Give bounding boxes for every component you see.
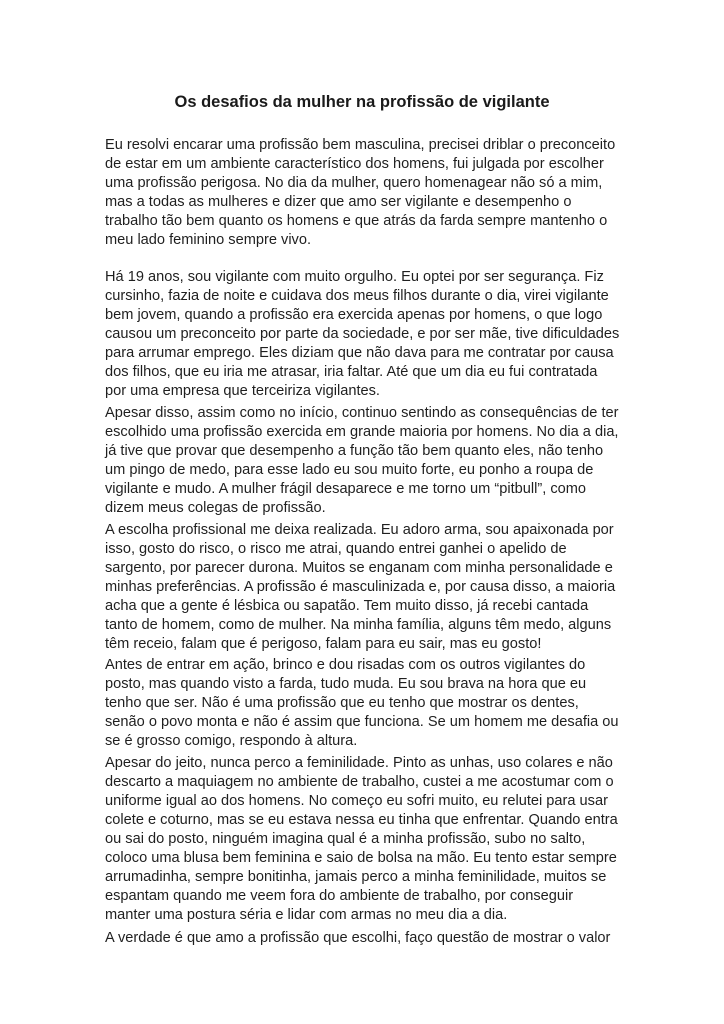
paragraph-3 xyxy=(105,404,625,518)
text-line: Eu resolvi encarar uma profissão bem masculina, precisei driblar o preconceito xyxy=(105,137,616,153)
text-line: arrumadinha, sempre bonitinha, jamais perco a minha feminilidade, muitos se xyxy=(105,869,607,885)
text-line: cursinho, fazia de noite e cuidava dos meus filhos durante o dia, virei vigilante xyxy=(105,288,609,304)
text-line: A escolha profissional me deixa realizada. Eu adoro arma, sou apaixonada por xyxy=(105,522,614,538)
text-line: têm receio, falam que é perigoso, falam para eu sair, mas eu gosto! xyxy=(105,636,542,652)
paragraph-5 xyxy=(105,656,625,751)
text-line: Há 19 anos, sou vigilante com muito orgulho. Eu optei por ser segurança. Fiz xyxy=(105,269,604,285)
paragraph-4 xyxy=(105,521,625,654)
text-line: se é grosso comigo, respondo à altura. xyxy=(105,733,358,749)
text-line: acha que a gente é lésbica ou sapatão. Tem muito disso, já recebi cantada xyxy=(105,598,589,614)
paragraph-1 xyxy=(105,136,625,250)
text-line: uma profissão perigosa. No dia da mulher, quero homenagear não só a mim, xyxy=(105,175,603,191)
text-line: A verdade é que amo a profissão que escolhi, faço questão de mostrar o valor xyxy=(105,930,611,946)
text-line: por uma empresa que terceiriza vigilantes. xyxy=(105,383,380,399)
text-line: Apesar disso, assim como no início, continuo sentindo as consequências de ter xyxy=(105,405,619,421)
text-line: trabalho tão bem quanto os homens e que atrás da farda sempre mantenho o xyxy=(105,213,608,229)
text-line: coloco uma blusa bem feminina e saio de bolsa na mão. Eu tento estar sempre xyxy=(105,850,617,866)
text-line: dizem meus colegas de profissão. xyxy=(105,500,326,516)
text-line: tanto de homem, como de mulher. Na minha família, alguns têm medo, alguns xyxy=(105,617,612,633)
text-line: bem jovem, quando a profissão era exercida apenas por homens, o que logo xyxy=(105,307,603,323)
text-line: isso, gosto do risco, o risco me atrai, quando entrei ganhei o apelido de xyxy=(105,541,567,557)
paragraph-7 xyxy=(105,929,625,948)
paragraph-2 xyxy=(105,268,625,401)
text-line: posto, mas quando visto a farda, tudo muda. Eu sou brava na hora que eu xyxy=(105,676,587,692)
text-line: de estar em um ambiente característico dos homens, fui julgada por escolher xyxy=(105,156,604,172)
text-line: para arrumar emprego. Eles diziam que não dava para me contratar por causa xyxy=(105,345,614,361)
text-line: tenho que ser. Não é uma profissão que eu tenho que mostrar os dentes, xyxy=(105,695,579,711)
paragraph-6 xyxy=(105,754,625,925)
text-line: descarto a maquiagem no ambiente de trabalho, custei a me acostumar com o xyxy=(105,774,614,790)
text-line: senão o povo monta e não é assim que funciona. Se um homem me desafia ou xyxy=(105,714,619,730)
text-line: um pingo de medo, para esse lado eu sou muito forte, eu ponho a roupa de xyxy=(105,462,594,478)
text-line: escolhido uma profissão exercida em grande maioria por homens. No dia a dia, xyxy=(105,424,619,440)
text-line: manter uma postura séria e lidar com armas no meu dia a dia. xyxy=(105,907,508,923)
text-line: uniforme igual ao dos homens. No começo eu sofri muito, eu relutei para usar xyxy=(105,793,608,809)
text-line: espantam quando me veem fora do ambiente de trabalho, por conseguir xyxy=(105,888,574,904)
text-line: já tive que provar que desempenho a função tão bem quanto eles, não tenho xyxy=(105,443,604,459)
document-title: Os desafios da mulher na profissão de vigilante xyxy=(174,93,550,111)
text-line: Apesar do jeito, nunca perco a feminilidade. Pinto as unhas, uso colares e não xyxy=(105,755,613,771)
text-line: vigilante e mudo. A mulher frágil desaparece e me torno um “pitbull”, como xyxy=(105,481,587,497)
text-line: colete e coturno, mas se eu estava nessa eu tinha que enfrentar. Quando entra xyxy=(105,812,618,828)
text-line: Antes de entrar em ação, brinco e dou risadas com os outros vigilantes do xyxy=(105,657,586,673)
text-line: minhas preferências. A profissão é masculinizada e, por causa disso, a maioria xyxy=(105,579,616,595)
text-line: mas a todas as mulheres e dizer que amo ser vigilante e desempenho o xyxy=(105,194,572,210)
text-line: causou um preconceito por parte da sociedade, e por ser mãe, tive dificuldades xyxy=(105,326,620,342)
text-line: ou sai do posto, ninguém imagina qual é a minha profissão, subo no salto, xyxy=(105,831,586,847)
text-line: sargento, por parecer durona. Muitos se enganam com minha personalidade e xyxy=(105,560,613,576)
text-line: dos filhos, que eu iria me atrasar, iria faltar. Até que um dia eu fui contratada xyxy=(105,364,598,380)
text-line: meu lado feminino sempre vivo. xyxy=(105,232,312,248)
